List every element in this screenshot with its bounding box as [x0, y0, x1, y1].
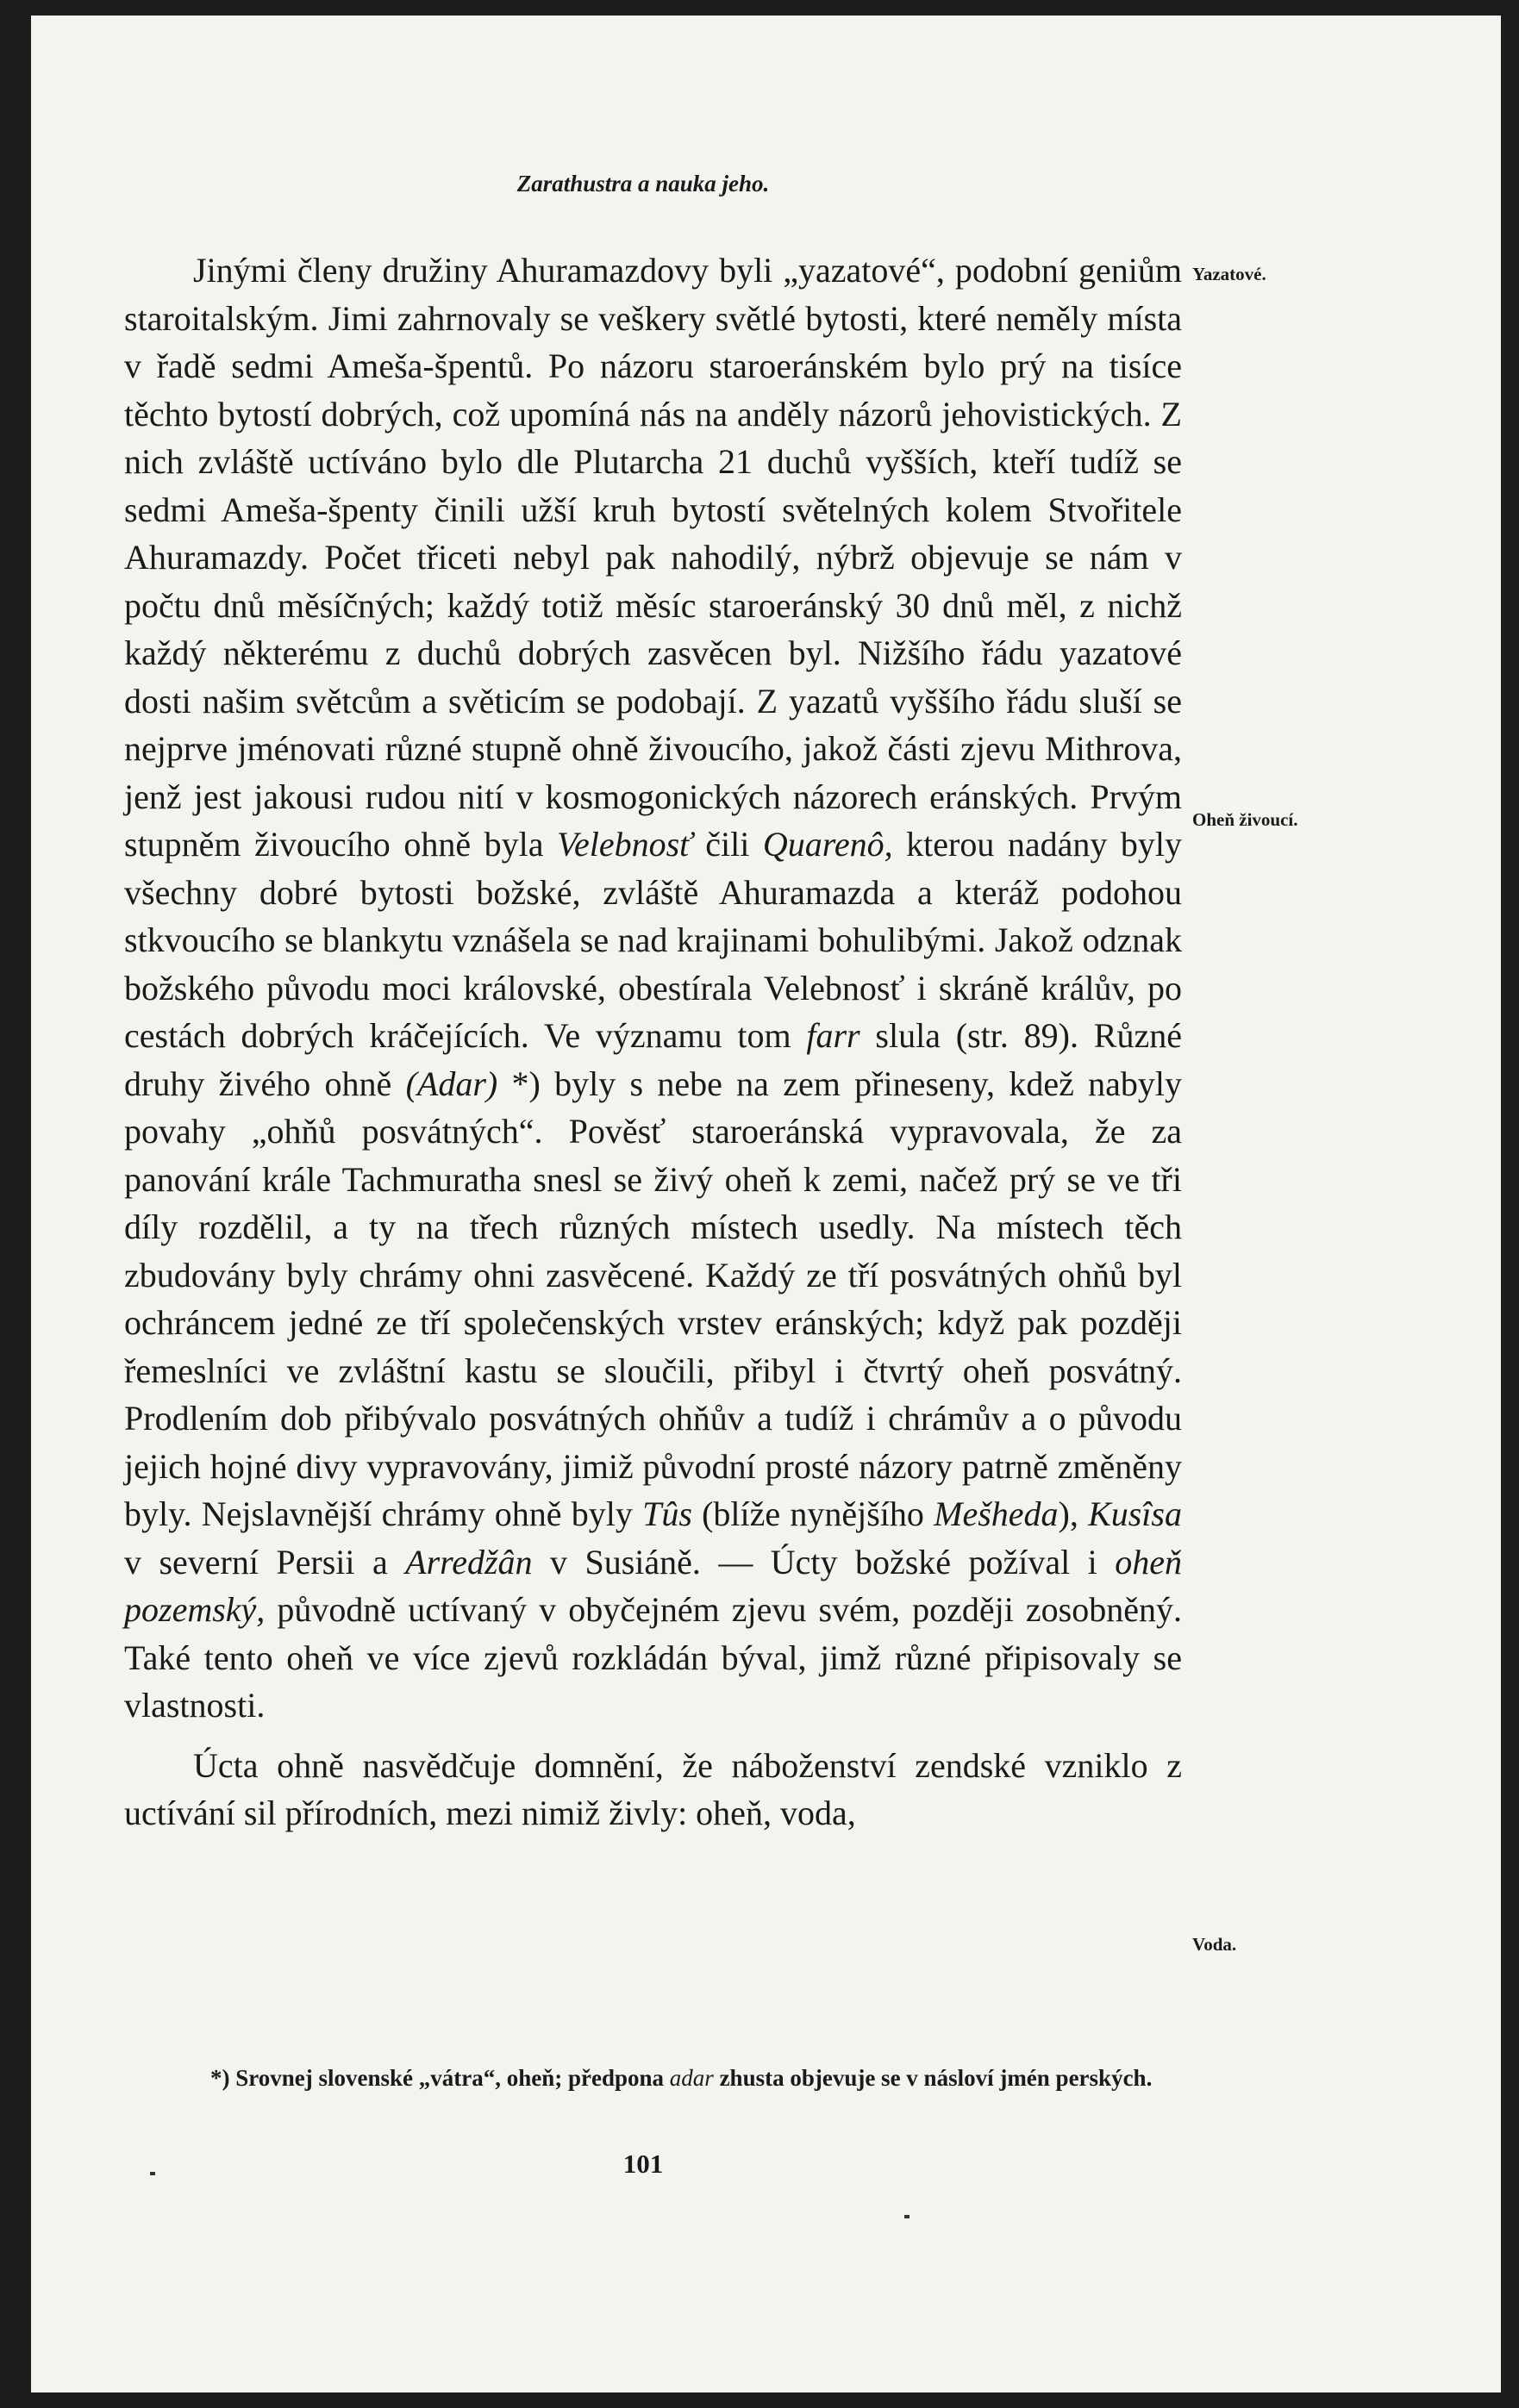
emphasis: Tûs: [642, 1494, 692, 1533]
paragraph-text: původně uctívaný v obyčejném zjevu svém, později zosobněný. Také tento oheň ve více zjevů rozkládán býval, jimž různé připisovaly se vlastnosti.: [124, 1590, 1182, 1725]
book-page: [31, 16, 1501, 2392]
paragraph-text: Jinými členy družiny Ahuramazdovy byli „yazatové“, podobní geniům staroitalským. Jimi zahrnovaly se veškery světlé bytosti, které neměly místa v řadě sedmi Ameša-špentů. Po názoru staroeránském bylo prý na tisíce těchto bytostí dobrých, což upomíná nás na anděly názorů jehovistických. Z nich zvláště uctíváno bylo dle Plutarcha 21 duchů vyšších, kteří tudíž se sedmi Ameša-špenty činili užší kruh bytostí světelných kolem Stvořitele Ahuramazdy. Počet třiceti nebyl pak nahodilý, nýbrž objevuje se nám v počtu dnů měsíčných; každý totiž měsíc staroeránský 30 dnů měl, z nichž každý některému z duchů dobrých zasvěcen byl. Nižšího řádu yazatové dosti našim světcům a světicím se podobají. Z yazatů vyššího řádu sluší se nejprve jménovati různé stupně ohně živoucího, jakož části zjevu Mithrova, jenž jest jakousi rudou nití v kosmogonických názorech eránských. Prvým stupněm živoucího ohně byla: [124, 251, 1182, 864]
margin-note-ohen: Oheň živoucí.: [1192, 809, 1298, 830]
margin-note-yazatove: Yazatové.: [1192, 264, 1266, 284]
margin-note-voda: Voda.: [1192, 1934, 1237, 1955]
emphasis: farr: [806, 1016, 860, 1055]
footnote-marker: *): [210, 2065, 230, 2091]
emphasis: Mešheda: [934, 1494, 1059, 1533]
paragraph-text: kterou nadány byly všechny dobré bytosti božské, zvláště Ahuramazda a kteráž podohou stkvoucího se blankytu vznášela se nad krajinami bohulibými. Jakož odznak božského původu moci královské, obestírala Velebnosť i skráně králův, po cestách dobrých kráčejících. Ve významu tom: [124, 825, 1183, 1055]
page-number: 101: [622, 2149, 664, 2179]
paragraph-text: v severní Persii a: [124, 1542, 406, 1581]
paragraph-text: ),: [1058, 1494, 1089, 1533]
ink-speck: [150, 2172, 155, 2175]
footnote-text: Srovnej slovenské „vátra“, oheň; předpona: [229, 2065, 670, 2091]
running-head: Zarathustra a nauka jeho.: [516, 171, 770, 197]
paragraph-text: v Susiáně. — Úcty božské požíval i: [532, 1542, 1116, 1581]
paragraph-text: čili: [691, 825, 763, 864]
emphasis: Velebnosť: [557, 825, 692, 864]
ink-speck: [904, 2215, 910, 2218]
paragraph-voda: Úcta ohně nasvědčuje domnění, že náboženství zendské vzniklo z uctívání sil přírodních, mezi nimiž živly: oheň, voda,: [124, 1745, 1182, 1832]
emphasis: (Adar): [405, 1064, 498, 1103]
paragraph-text: slula (str. 89). Různé druhy živého ohně: [124, 1016, 1182, 1103]
paragraph-text: (blíže nynějšího: [691, 1494, 935, 1533]
emphasis: Arredžân: [405, 1542, 533, 1581]
emphasis: Kusîsa: [1088, 1494, 1182, 1533]
paragraph-yazatove: [124, 246, 1182, 1730]
body-text: [124, 246, 1182, 1837]
footnote-emphasis: adar: [669, 2065, 714, 2091]
emphasis: Quarenô,: [762, 825, 893, 864]
emphasis: oheň pozemský,: [124, 1542, 1182, 1629]
footnote-text: zhusta objevuje se v násloví jmén perských.: [713, 2065, 1153, 2091]
paragraph-text: *) byly s nebe na zem přineseny, kdež nabyly povahy „ohňů posvátných“. Pověsť staroeránská vypravovala, že za panování krále Tachmuratha snesl se živý oheň k zemi, načež prý se ve tři díly rozdělil, a ty na třech různých místech usedly. Na místech těch zbudovány byly chrámy ohni zasvěcené. Každý ze tří posvátných ohňů byl ochráncem jedné ze tří společenských vrstev eránských; když pak později řemeslníci ve zvláštní kastu se sloučili, přibyl i čtvrtý oheň posvátný. Prodlením dob přibývalo posvátných ohňův a tudíž i chrámův a o původu jejich hojné divy vypravovány, jimiž původní prosté názory patrně změněny byly. Nejslavnější chrámy ohně byly: [124, 1064, 1182, 1533]
footnote: [124, 2060, 1182, 2096]
